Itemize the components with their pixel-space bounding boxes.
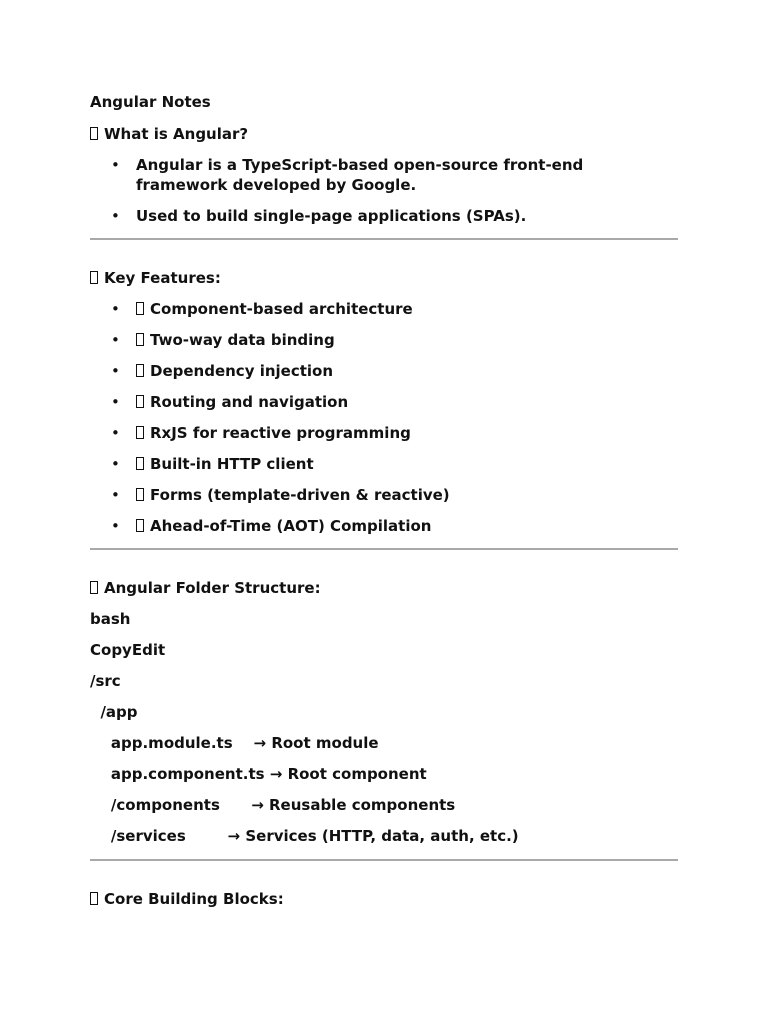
list-item	[90, 454, 678, 474]
key-features-list	[90, 299, 678, 536]
bullet: •	[111, 424, 120, 442]
document-title: Angular Notes	[90, 93, 211, 111]
bullet: •	[111, 362, 120, 380]
missing-emoji-icon	[90, 127, 98, 140]
missing-emoji-icon	[136, 395, 144, 408]
list-item-text: RxJS for reactive programming	[150, 424, 411, 442]
missing-emoji-icon	[90, 892, 98, 905]
bullet: •	[111, 393, 120, 411]
code-line: /app	[90, 703, 138, 721]
missing-emoji-icon	[136, 488, 144, 501]
list-item-text: Forms (template-driven & reactive)	[150, 486, 450, 504]
list-item-text: Built-in HTTP client	[150, 455, 314, 473]
code-line: app.component.ts → Root component	[90, 765, 427, 783]
section-heading-what-is-angular	[90, 124, 678, 144]
code-line: app.module.ts → Root module	[90, 734, 379, 752]
list-item-text: Dependency injection	[150, 362, 334, 380]
bullet: •	[111, 331, 120, 349]
list-item	[90, 516, 678, 536]
section-divider	[90, 548, 678, 550]
section-heading-key-features	[90, 268, 678, 288]
section-heading-folder-structure	[90, 578, 678, 598]
list-item-text: Component-based architecture	[150, 300, 413, 318]
bullet: •	[111, 156, 120, 174]
what-is-angular-list	[90, 155, 598, 226]
code-line: /components → Reusable components	[90, 796, 456, 814]
code-language-label: bash	[90, 610, 131, 628]
section-divider	[90, 859, 678, 861]
section-heading-text: Angular Folder Structure:	[104, 579, 321, 597]
list-item	[90, 361, 678, 381]
missing-emoji-icon	[136, 333, 144, 346]
list-item-text: Used to build single-page applications (SPAs).	[136, 207, 527, 225]
bullet: •	[111, 517, 120, 535]
list-item	[90, 155, 598, 195]
section-divider	[90, 238, 678, 240]
list-item	[90, 485, 678, 505]
section-heading-text: Core Building Blocks:	[104, 890, 284, 908]
list-item	[90, 392, 678, 412]
missing-emoji-icon	[90, 581, 98, 594]
code-line: /services → Services (HTTP, data, auth, etc.)	[90, 827, 519, 845]
list-item	[90, 423, 678, 443]
missing-emoji-icon	[136, 364, 144, 377]
missing-emoji-icon	[90, 271, 98, 284]
list-item	[90, 299, 678, 319]
copy-edit-label: CopyEdit	[90, 641, 166, 659]
list-item-text: Routing and navigation	[150, 393, 349, 411]
section-heading-text: What is Angular?	[104, 125, 249, 143]
list-item-text: Ahead-of-Time (AOT) Compilation	[150, 517, 432, 535]
missing-emoji-icon	[136, 457, 144, 470]
document-page	[90, 92, 678, 920]
missing-emoji-icon	[136, 519, 144, 532]
list-item	[90, 206, 598, 226]
section-heading-core-building-blocks	[90, 889, 678, 909]
folder-structure-code	[90, 671, 678, 846]
list-item-text: Two-way data binding	[150, 331, 335, 349]
missing-emoji-icon	[136, 426, 144, 439]
missing-emoji-icon	[136, 302, 144, 315]
section-heading-text: Key Features:	[104, 269, 221, 287]
list-item	[90, 330, 678, 350]
bullet: •	[111, 207, 120, 225]
bullet: •	[111, 455, 120, 473]
list-item-text: Angular is a TypeScript-based open-source front-end framework developed by Google.	[136, 156, 584, 194]
code-line: /src	[90, 672, 121, 690]
bullet: •	[111, 486, 120, 504]
bullet: •	[111, 300, 120, 318]
